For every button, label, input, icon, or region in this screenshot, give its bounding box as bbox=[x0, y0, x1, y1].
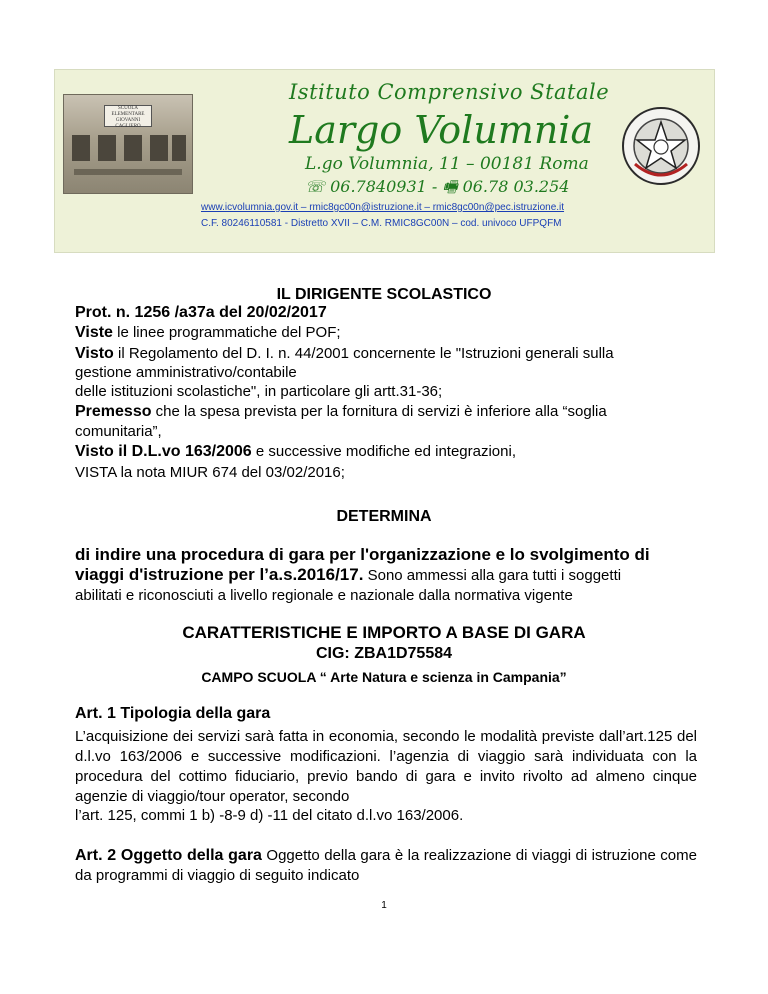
institute-web-emails[interactable]: www.icvolumnia.gov.it – rmic8gc00n@istruzione.it – rmic8gc00n@pec.istruzione.it bbox=[201, 202, 565, 213]
consideration-line: Premesso che la spesa prevista per la fornitura di servizi è inferiore alla “soglia bbox=[75, 403, 607, 420]
art1-last-line: l’art. 125, commi 1 b) -8-9 d) -11 del citato d.l.vo 163/2006. bbox=[75, 807, 464, 824]
cig-code: CIG: ZBA1D75584 bbox=[315, 645, 453, 662]
decision-line: di indire una procedura di gara per l'organizzazione e lo svolgimento di bbox=[75, 545, 650, 564]
decision-line: abilitati e riconosciuti a livello regionale e nazionale dalla normativa vigente bbox=[75, 587, 573, 604]
italian-republic-emblem bbox=[621, 106, 701, 186]
art1-title: Art. 1 Tipologia della gara bbox=[75, 705, 271, 722]
protocol-number: Prot. n. 1256 /a37a del 20/02/2017 bbox=[75, 304, 327, 321]
consideration-line: comunitaria”, bbox=[75, 423, 162, 440]
consideration-line: delle istituzioni scolastiche", in particolare gli artt.31-36; bbox=[75, 383, 443, 400]
heading-dirigente: IL DIRIGENTE SCOLASTICO bbox=[276, 286, 492, 303]
page-number: 1 bbox=[381, 900, 387, 911]
institute-address: L.go Volumnia, 11 – 00181 Roma bbox=[305, 154, 589, 174]
institute-name: Largo Volumnia bbox=[289, 108, 594, 152]
campo-scuola-title: CAMPO SCUOLA “ Arte Natura e scienza in Campania” bbox=[201, 669, 567, 685]
institute-phone-fax: ☏ 06.7840931 - 🖷 06.78 03.254 bbox=[305, 177, 570, 196]
letterhead bbox=[54, 69, 715, 253]
section-title: CARATTERISTICHE E IMPORTO A BASE DI GARA bbox=[182, 623, 586, 642]
building-sign: SCUOLA ELEMENTARE GIOVANNI CAGLIERO bbox=[104, 105, 152, 127]
determina-heading: DETERMINA bbox=[336, 508, 432, 525]
school-building-photo bbox=[63, 94, 193, 194]
institute-codes: C.F. 80246110581 - Distretto XVII – C.M. RMIC8GC00N – cod. univoco UFPQFM bbox=[201, 218, 562, 229]
consideration-line: Viste le linee programmatiche del POF; bbox=[75, 324, 341, 341]
consideration-line: Visto il Regolamento del D. I. n. 44/2001 concernente le "Istruzioni generali sulla bbox=[75, 345, 614, 362]
art2-paragraph: Art. 2 Oggetto della gara Oggetto della gara è la realizzazione di viaggi di istruzione come da programmi di viaggio di seguito indicato bbox=[75, 847, 697, 884]
consideration-line: gestione amministrativo/contabile bbox=[75, 364, 297, 381]
decision-line: viaggi d'istruzione per l’a.s.2016/17. Sono ammessi alla gara tutti i soggetti bbox=[75, 565, 622, 584]
consideration-line: Visto il D.L.vo 163/2006 e successive modifiche ed integrazioni, bbox=[75, 443, 516, 460]
consideration-line: VISTA la nota MIUR 674 del 03/02/2016; bbox=[75, 464, 345, 481]
art1-text: L’acquisizione dei servizi sarà fatta in economia, secondo le modalità previste dall’art.125 del d.l.vo 163/2006 e successive modificazioni. l’agenzia di viaggio sarà individuata con la procedura del cottimo fiduciario, previo bando di gara e invito rivolto ad almeno cinque agenzie di viaggio/tour operator, secondo bbox=[75, 728, 697, 805]
institute-type: Istituto Comprensivo Statale bbox=[289, 80, 610, 104]
